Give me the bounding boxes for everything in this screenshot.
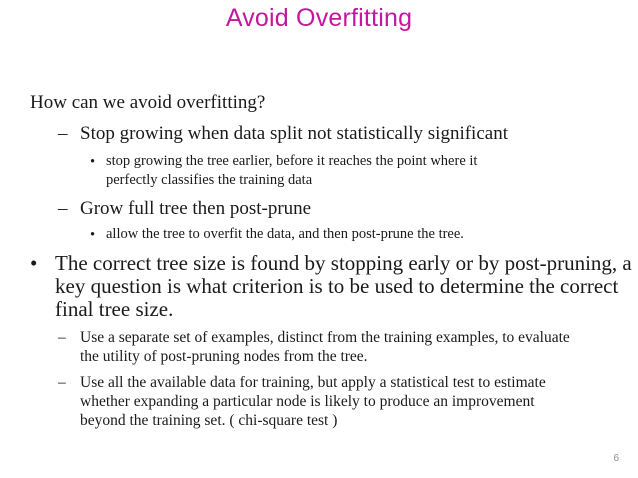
approach-2-detail: allow the tree to overfit the data, and then post-prune the tree. (106, 226, 464, 242)
bullet-marker: • (30, 251, 38, 275)
approach-1-detail-line-2: perfectly classifies the training data (106, 172, 313, 188)
question-text: How can we avoid overfitting? (30, 92, 266, 113)
point-line-1: The correct tree size is found by stopping early or by post-pruning, a (55, 251, 632, 275)
approach-1-text: Stop growing when data split not statistically significant (80, 123, 508, 144)
point-line-3: final tree size. (55, 297, 174, 321)
approach-2-text: Grow full tree then post-prune (80, 198, 312, 219)
dash-marker: – (58, 198, 68, 219)
dash-marker: – (58, 123, 68, 144)
page-number: 6 (613, 453, 619, 464)
approach-1-detail-line-1: stop growing the tree earlier, before it reaches the point where it (106, 153, 478, 169)
sub-point-1-line-1: Use a separate set of examples, distinct from the training examples, to evaluate (80, 329, 570, 346)
sub-point-2-line-2: whether expanding a particular node is likely to produce an improvement (80, 393, 535, 410)
sub-point-1-line-2: the utility of post-pruning nodes from the tree. (80, 348, 368, 365)
bullet-marker: • (90, 227, 96, 243)
bullet-marker: • (90, 154, 96, 170)
dash-marker: – (58, 374, 66, 391)
sub-point-2-line-1: Use all the available data for training, but apply a statistical test to estimate (80, 374, 546, 391)
point-line-2: key question is what criterion is to be used to determine the correct (55, 274, 619, 298)
dash-marker: – (58, 329, 66, 346)
slide-title: Avoid Overfitting (225, 4, 413, 32)
sub-point-2-line-3: beyond the training set. ( chi-square test ) (80, 412, 338, 429)
